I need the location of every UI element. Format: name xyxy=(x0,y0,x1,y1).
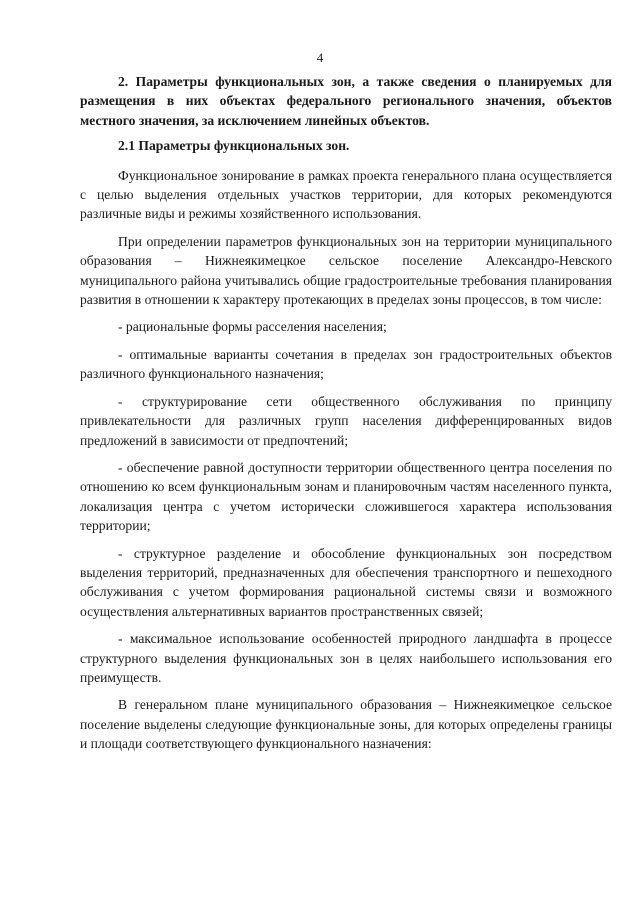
page-number: 4 xyxy=(316,50,324,65)
list-item: - обеспечение равной доступности территории общественного центра поселения по отношению ко всем функциональным зонам и планировочным частям населенного пункта, локализация центра с учетом исторически сложившегося характера использования территории; xyxy=(80,459,612,534)
list-item: - оптимальные варианты сочетания в пределах зон градостроительных объектов различного функционального назначения; xyxy=(80,346,612,382)
section-heading-text: 2. Параметры функциональных зон, а также сведения о планируемых для размещения в них объектах федерального регионального значения, объектов местного значения, за исключением линейных объектов. xyxy=(80,74,612,128)
paragraph-zoning-purpose: Функциональное зонирование в рамках проекта генерального плана осуществляется с целью выделения отдельных участков территории, для которых рекомендуются различные виды и режимы хозяйственного использования. xyxy=(80,167,612,222)
section-heading xyxy=(80,72,612,130)
list-item: - рациональные формы расселения населения; xyxy=(118,319,387,335)
list-item: - структурное разделение и обособление функциональных зон посредством выделения территорий, предназначенных для обеспечения транспортного и пешеходного обслуживания с учетом формирования рациональной системы связи и возможного осуществления альтернативных вариантов пространственных связей; xyxy=(80,545,612,619)
list-item: - максимальное использование особенностей природного ландшафта в процессе структурного выделения функциональных зон в целях наибольшего использования его преимуществ. xyxy=(80,631,612,685)
paragraph-zone-parameters: При определении параметров функциональных зон на территории муниципального образования – Нижнеякимецкое сельское поселение Александро-Невского муниципального района учитывались общие градостроительные требования планирования развития в отношении к характеру протекающих в пределах зоны процессов, в том числе: xyxy=(80,233,612,308)
subsection-heading: 2.1 Параметры функциональных зон. xyxy=(118,138,350,154)
list-item: - структурирование сети общественного обслуживания по принципу привлекательности для различных групп населения дифференцированных видов предложений в зависимости от предпочтений; xyxy=(80,393,612,448)
paragraph-functional-zones: В генеральном плане муниципального образования – Нижнеякимецкое сельское поселение выделены следующие функциональные зоны, для которых определены границы и площади соответствующего функционального назначения: xyxy=(80,697,612,752)
document-body xyxy=(80,72,612,762)
